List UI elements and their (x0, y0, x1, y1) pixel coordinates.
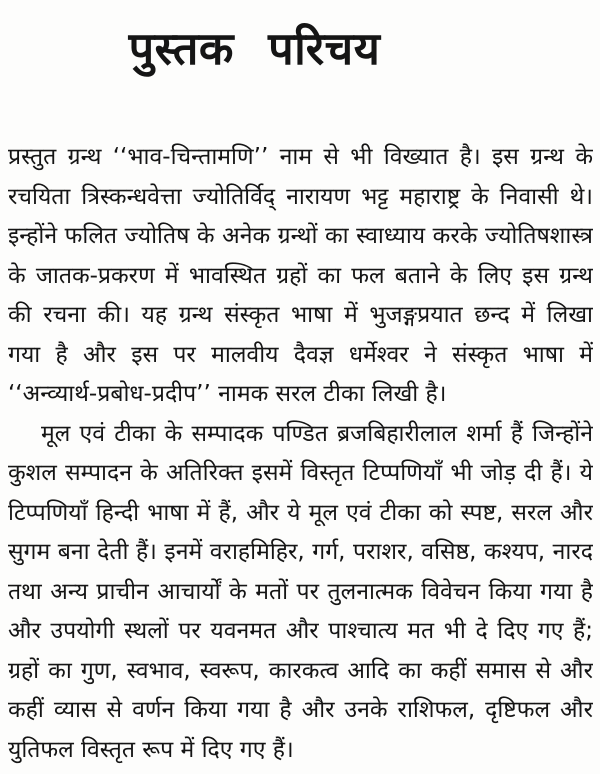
text-line: तथा अन्य प्राचीन आचार्यों के मतों पर तुलनात्मक विवेचन किया गया है (8, 578, 593, 605)
page-body (8, 138, 593, 770)
text-line: के जातक-प्रकरण में भावस्थित ग्रहों का फल बताने के लिए इस ग्रन्थ (8, 262, 593, 289)
text-line: और उपयोगी स्थलों पर यवनमत और पाश्चात्य मत भी दे दिए गए हैं; (8, 618, 593, 644)
text-line: मूल एवं टीका के सम्पादक पण्डित ब्रजबिहारीलाल शर्मा हैं जिन्होंने (41, 420, 593, 447)
text-line: इन्होंने फलित ज्योतिष के अनेक ग्रन्थों का स्वाध्याय करके ज्योतिषशास्त्र (8, 223, 593, 249)
text-line: की रचना की। यह ग्रन्थ संस्कृत भाषा में भुजङ्गप्रयात छन्द में लिखा (8, 302, 593, 328)
text-line: गया है और इस पर मालवीय दैवज्ञ धर्मेश्वर ने संस्कृत भाषा में (8, 341, 593, 368)
text-line: ग्रहों का गुण, स्वभाव, स्वरूप, कारकत्व आदि का कहीं समास से और (8, 657, 593, 684)
text-line: रचयिता त्रिस्कन्धवेत्ता ज्योतिर्विद् नारायण भट्ट महाराष्ट्र के निवासी थे। (8, 183, 593, 210)
text-line: कुशल सम्पादन के अतिरिक्त इसमें विस्तृत टिप्पणियाँ भी जोड़ दी हैं। ये (8, 460, 593, 486)
text-line: टिप्पणियाँ हिन्दी भाषा में हैं, और ये मूल एवं टीका को स्पष्ट, सरल और (8, 499, 593, 526)
paragraph-1 (8, 138, 593, 415)
paragraph-2 (8, 415, 593, 771)
text-line: युतिफल विस्तृत रूप में दिए गए हैं। (8, 736, 294, 763)
text-line: कहीं व्यास से वर्णन किया गया है और उनके राशिफल, दृष्टिफल और (8, 697, 593, 723)
text-line: ‘‘अन्व्यार्थ-प्रबोध-प्रदीप’’ नामक सरल टीका लिखी है। (8, 381, 447, 407)
text-line: प्रस्तुत ग्रन्थ ‘‘भाव-चिन्तामणि’’ नाम से भी विख्यात है। इस ग्रन्थ के (8, 144, 593, 170)
text-line: सुगम बना देती हैं। इनमें वराहमिहिर, गर्ग, पराशर, वसिष्ठ, कश्यप, नारद (8, 539, 593, 565)
page-title: पुस्तक परिचय (128, 22, 381, 75)
